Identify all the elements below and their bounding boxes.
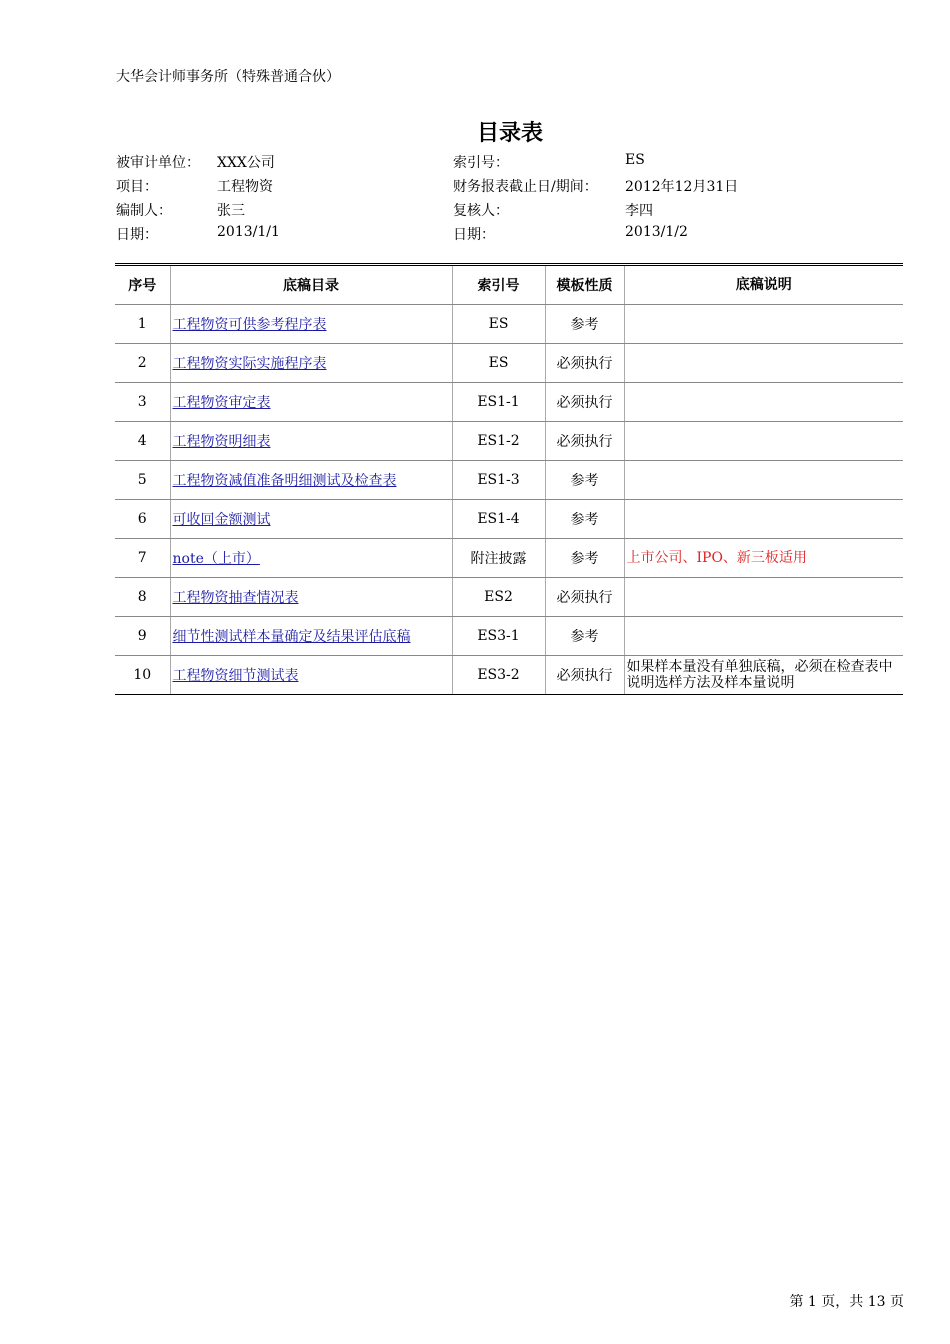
firm-name: 大华会计师事务所（特殊普通合伙） [116,69,340,85]
row-ref: ES1-1 [452,383,545,422]
table-row [115,578,903,617]
row-ref: ES [452,344,545,383]
review-date-label: 日期： [453,227,495,243]
row-desc: 上市公司、IPO、新三板适用 [624,539,903,578]
reviewer-label: 复核人： [453,203,509,219]
row-desc [624,578,903,617]
row-ref: ES3-2 [452,656,545,695]
row-desc [624,422,903,461]
row-type: 参考 [545,461,624,500]
entity-value: XXX公司 [217,155,275,171]
workpaper-link[interactable]: 细节性测试样本量确定及结果评估底稿 [172,629,411,645]
row-type: 参考 [545,539,624,578]
table-header-row [115,265,903,305]
workpaper-link[interactable]: 可收回金额测试 [172,512,271,528]
header-item: 底稿目录 [170,265,452,305]
row-desc [624,461,903,500]
row-number: 9 [115,617,170,656]
period-label: 财务报表截止日/期间： [453,179,598,195]
row-type: 必须执行 [545,578,624,617]
row-number: 10 [115,656,170,695]
workpaper-link[interactable]: 工程物资减值准备明细测试及检查表 [172,473,397,489]
table-row [115,344,903,383]
row-type: 必须执行 [545,422,624,461]
period-value: 2012年12月31日 [625,179,739,195]
row-desc: 如果样本量没有单独底稿，必须在检查表中说明选样方法及样本量说明 [624,656,903,695]
row-type: 必须执行 [545,656,624,695]
row-number: 4 [115,422,170,461]
workpaper-link[interactable]: 工程物资明细表 [172,434,271,450]
page-title: 目录表 [476,121,543,146]
preparer-value: 张三 [217,203,245,219]
row-desc [624,617,903,656]
row-number: 8 [115,578,170,617]
header-no: 序号 [115,265,170,305]
row-number: 5 [115,461,170,500]
entity-label: 被审计单位： [116,155,200,171]
contents-table [115,263,903,695]
row-number: 6 [115,500,170,539]
row-ref: ES [452,305,545,344]
row-ref: ES1-4 [452,500,545,539]
workpaper-link[interactable]: note（上市） [172,551,260,567]
row-ref: ES2 [452,578,545,617]
workpaper-link[interactable]: 工程物资实际实施程序表 [172,356,327,372]
preparer-label: 编制人： [116,203,172,219]
row-number: 3 [115,383,170,422]
table-row [115,383,903,422]
index-label: 索引号： [453,155,509,171]
item-label: 项目： [116,179,158,195]
row-desc [624,305,903,344]
row-type: 参考 [545,617,624,656]
row-desc [624,500,903,539]
row-type: 参考 [545,500,624,539]
row-desc [624,344,903,383]
workpaper-link[interactable]: 工程物资可供参考程序表 [172,317,327,333]
index-value: ES [625,152,645,168]
row-ref: ES3-1 [452,617,545,656]
row-type: 必须执行 [545,383,624,422]
row-type: 必须执行 [545,344,624,383]
date-value: 2013/1/1 [217,224,280,240]
table-row [115,617,903,656]
header-ref: 索引号 [452,265,545,305]
page-footer: 第 1 页，共 13 页 [789,1294,904,1310]
row-type: 参考 [545,305,624,344]
workpaper-link[interactable]: 工程物资抽查情况表 [172,590,299,606]
table-row [115,422,903,461]
row-number: 2 [115,344,170,383]
header-type: 模板性质 [545,265,624,305]
table-row [115,539,903,578]
table-row [115,461,903,500]
date-label: 日期： [116,227,158,243]
table-row [115,656,903,695]
row-number: 1 [115,305,170,344]
row-desc [624,383,903,422]
table-row [115,305,903,344]
workpaper-link[interactable]: 工程物资审定表 [172,395,271,411]
row-number: 7 [115,539,170,578]
row-ref: ES1-3 [452,461,545,500]
header-desc: 底稿说明 [624,265,903,305]
row-ref: ES1-2 [452,422,545,461]
row-ref: 附注披露 [452,539,545,578]
review-date-value: 2013/1/2 [625,224,688,240]
item-value: 工程物资 [217,179,273,195]
workpaper-link[interactable]: 工程物资细节测试表 [172,668,299,684]
reviewer-value: 李四 [625,203,653,219]
table-row [115,500,903,539]
